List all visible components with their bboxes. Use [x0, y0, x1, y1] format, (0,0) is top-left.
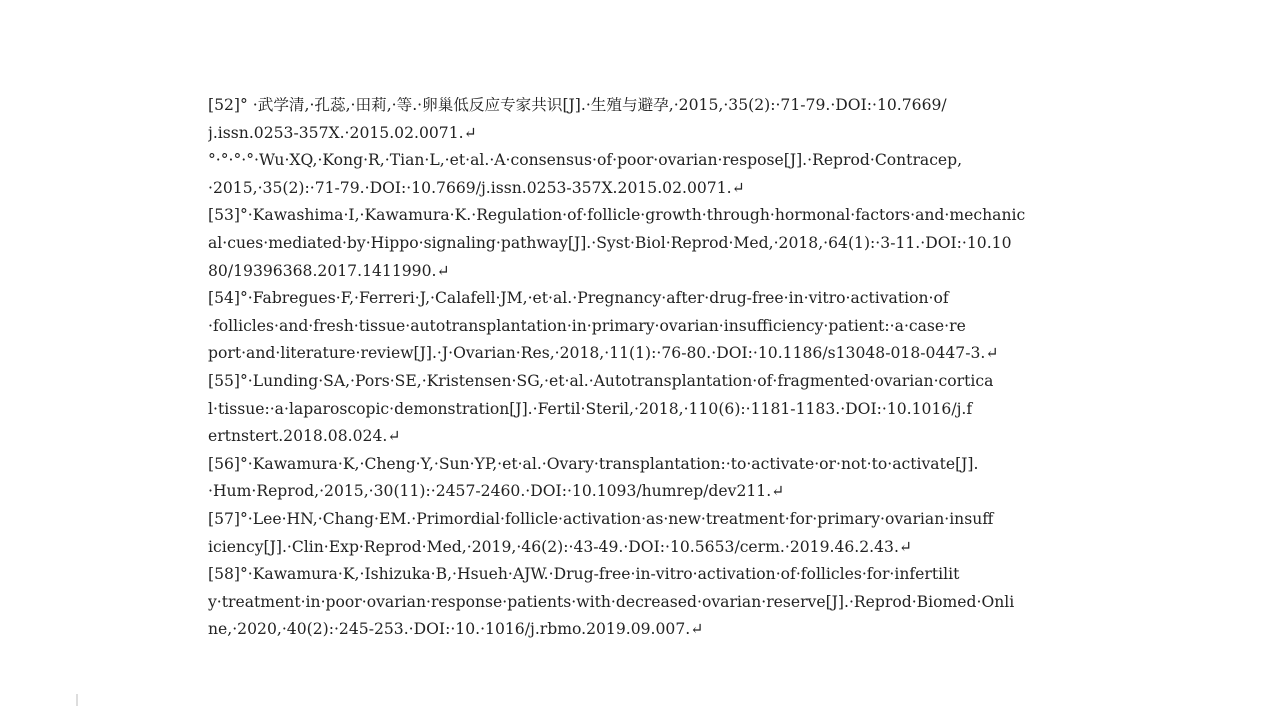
- reference-line: [57]°·Lee·HN,·Chang·EM.·Primordial·follicle·activation·as·new·treatment·for·primary·ovarian·insuff: [208, 509, 994, 528]
- reference-line: y·treatment·in·poor·ovarian·response·patients·with·decreased·ovarian·reserve[J].·Reprod·Biomed·Onli: [208, 592, 1015, 611]
- page-edge-mark: [76, 694, 78, 706]
- reference-line: ertnstert.2018.08.024.↵: [208, 427, 401, 446]
- reference-line: [52]° ·武学清,·孔蕊,·田莉,·等.·卵巢低反应专家共识[J].·生殖与避孕,·2015,·35(2):·71-79.·DOI:·10.7669/: [208, 96, 947, 114]
- reference-list: [208, 92, 1148, 644]
- reference-line: 80/19396368.2017.1411990.↵: [208, 261, 450, 280]
- reference-line: [55]°·Lunding·SA,·Pors·SE,·Kristensen·SG,·et·al.·Autotransplantation·of·fragmented·ovarian·cortica: [208, 371, 994, 390]
- reference-line: j.issn.0253-357X.·2015.02.0071.↵: [208, 123, 477, 142]
- reference-line: [53]°·Kawashima·I,·Kawamura·K.·Regulation·of·follicle·growth·through·hormonal·factors·and·mechanic: [208, 206, 1026, 225]
- reference-line: ·Hum·Reprod,·2015,·30(11):·2457-2460.·DOI:·10.1093/humrep/dev211.↵: [208, 482, 785, 501]
- reference-line: [54]°·Fabregues·F,·Ferreri·J,·Calafell·JM,·et·al.·Pregnancy·after·drug-free·in·vitro·activation·of: [208, 289, 949, 308]
- reference-line: port·and·literature·review[J].·J·Ovarian·Res,·2018,·11(1):·76-80.·DOI:·10.1186/s13048-018-0447-3.↵: [208, 344, 999, 363]
- reference-line: ·2015,·35(2):·71-79.·DOI:·10.7669/j.issn.0253-357X.2015.02.0071.↵: [208, 178, 745, 197]
- reference-line: l·tissue:·a·laparoscopic·demonstration[J].·Fertil·Steril,·2018,·110(6):·1181-1183.·DOI:·10.1016/j.f: [208, 399, 973, 418]
- reference-line: iciency[J].·Clin·Exp·Reprod·Med,·2019,·46(2):·43-49.·DOI:·10.5653/cerm.·2019.46.2.43.↵: [208, 537, 913, 556]
- reference-line: ·follicles·and·fresh·tissue·autotransplantation·in·primary·ovarian·insufficiency·patient:·a·case·re: [208, 316, 966, 335]
- reference-line: [58]°·Kawamura·K,·Ishizuka·B,·Hsueh·AJW.·Drug-free·in-vitro·activation·of·follicles·for·infertilit: [208, 565, 960, 584]
- reference-line: °·°·°·°·Wu·XQ,·Kong·R,·Tian·L,·et·al.·A·consensus·of·poor·ovarian·respose[J].·Reprod·Contracep,: [208, 151, 963, 170]
- reference-line: [56]°·Kawamura·K,·Cheng·Y,·Sun·YP,·et·al.·Ovary·transplantation:·to·activate·or·not·to·activate[J].: [208, 454, 979, 473]
- reference-line: ne,·2020,·40(2):·245-253.·DOI:·10.·1016/j.rbmo.2019.09.007.↵: [208, 620, 704, 639]
- reference-line: al·cues·mediated·by·Hippo·signaling·pathway[J].·Syst·Biol·Reprod·Med,·2018,·64(1):·3-11.·DOI:·10.10: [208, 233, 1012, 252]
